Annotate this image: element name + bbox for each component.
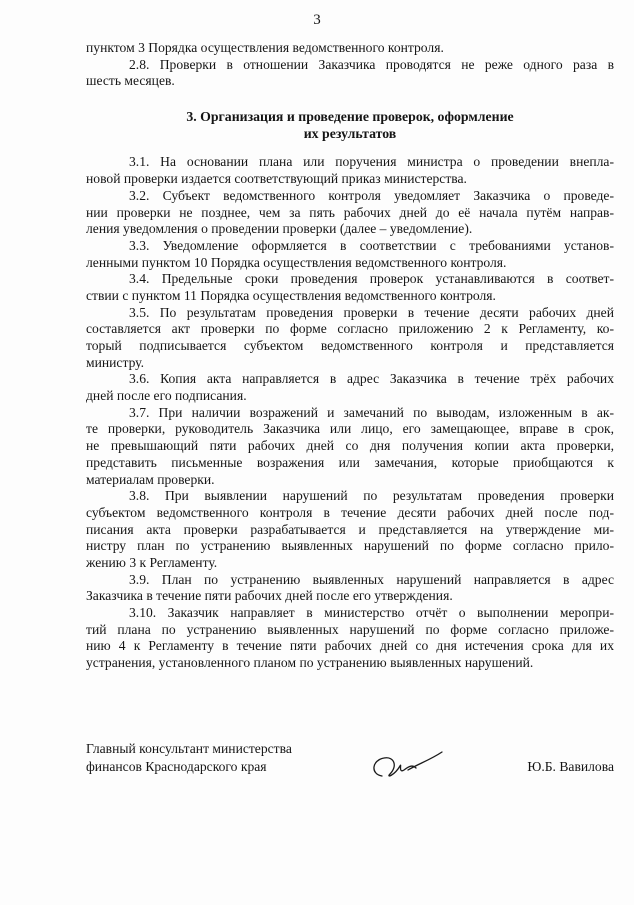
paragraph-line: новой проверки издается соответствующий приказ министерства.: [86, 171, 467, 187]
paragraph-line: писания акта проверки разрабатывается и представляется на утверждение ми-: [86, 521, 614, 537]
paragraphs: [86, 154, 614, 671]
text-line: 2.8. Проверки в отношении Заказчика проводятся не реже одного раза в: [129, 56, 614, 72]
paragraph-line: жению 3 к Регламенту.: [86, 554, 218, 570]
paragraph-line: дней после его подписания.: [86, 388, 247, 404]
paragraph-line: те проверки, руководитель Заказчика или лицо, его замещающее, вправе в срок,: [86, 421, 614, 437]
paragraph-line: 3.6. Копия акта направляется в адрес Заказчика в течение трёх рабочих: [129, 371, 614, 387]
paragraph-line: 3.3. Уведомление оформляется в соответствии с требованиями установ-: [129, 237, 614, 253]
paragraph-line: 3.10. Заказчик направляет в министерство отчёт о выполнении меропри-: [129, 605, 614, 620]
paragraph-line: 3.7. При наличии возражений и замечаний по выводам, изложенным в ак-: [129, 404, 614, 420]
paragraph-line: составляется акт проверки по форме согласно приложению 2 к Регламенту, ко-: [86, 321, 614, 337]
document-body: [86, 40, 614, 672]
paragraph-line: материалам проверки.: [86, 471, 215, 487]
spacer: [86, 142, 614, 154]
paragraph-line: тий плана по устранению выявленных нарушений по форме согласно приложе-: [86, 621, 614, 637]
section-title: их результатов: [303, 125, 397, 141]
paragraph-line: ствии с пунктом 11 Порядка осуществления ведомственного контроля.: [86, 287, 496, 303]
page-number: 3: [313, 12, 321, 28]
paragraph-line: 3.9. План по устранению выявленных нарушений направляется в адрес: [129, 571, 614, 587]
paragraph-line: торый подписывается субъектом ведомственного контроля и представляется: [86, 338, 614, 353]
text-line: пунктом 3 Порядка осуществления ведомственного контроля.: [86, 40, 444, 55]
paragraph-line: не превышающий пяти рабочих дней со дня получения копии акта проверки,: [86, 438, 614, 454]
signatory-position: Главный консультант министерства: [86, 741, 292, 756]
paragraph-line: Заказчика в течение пяти рабочих дней после его утверждения.: [86, 588, 453, 604]
signatory-name: Ю.Б. Вавилова: [527, 759, 614, 774]
text-line: шесть месяцев.: [86, 73, 175, 89]
paragraph-line: нии проверки не позднее, чем за пять рабочих дней до её начала путём направ-: [86, 204, 614, 220]
paragraph-line: ления уведомления о проведении проверки (далее – уведомление).: [86, 221, 473, 237]
paragraph-line: 3.8. При выявлении нарушений по результатам проведения проверки: [129, 488, 614, 504]
paragraph-line: устранения, установленного планом по устранению выявленных нарушений.: [86, 655, 534, 671]
spacer: [86, 90, 614, 109]
signatory-position: финансов Краснодарского края: [86, 759, 267, 774]
paragraph-line: 3.1. На основании плана или поручения министра о проведении внепла-: [129, 154, 614, 170]
paragraph-line: представить письменные возражения или замечания, которые приобщаются к: [86, 454, 614, 470]
section-title: 3. Организация и проведение проверок, оформление: [186, 109, 514, 125]
paragraph-line: субъектом ведомственного контроля в течение десяти рабочих дней после под-: [86, 504, 614, 520]
paragraph-line: нию 4 к Регламенту в течение пяти рабочих дней со дня истечения срока для их: [86, 638, 614, 654]
paragraph-line: 3.4. Предельные сроки проведения проверок устанавливаются в соответ-: [129, 271, 614, 287]
paragraph-line: нистру план по устранению выявленных нарушений по форме согласно прило-: [86, 538, 614, 554]
handwritten-signature: [368, 746, 448, 788]
paragraph-line: министру.: [86, 354, 145, 370]
paragraph-line: 3.2. Субъект ведомственного контроля уведомляет Заказчика о проведе-: [129, 187, 614, 203]
paragraph-line: ленными пунктом 10 Порядка осуществления ведомственного контроля.: [86, 254, 507, 270]
paragraph-line: 3.5. По результатам проведения проверки в течение десяти рабочих дней: [129, 304, 614, 320]
signature-block: [86, 740, 614, 800]
